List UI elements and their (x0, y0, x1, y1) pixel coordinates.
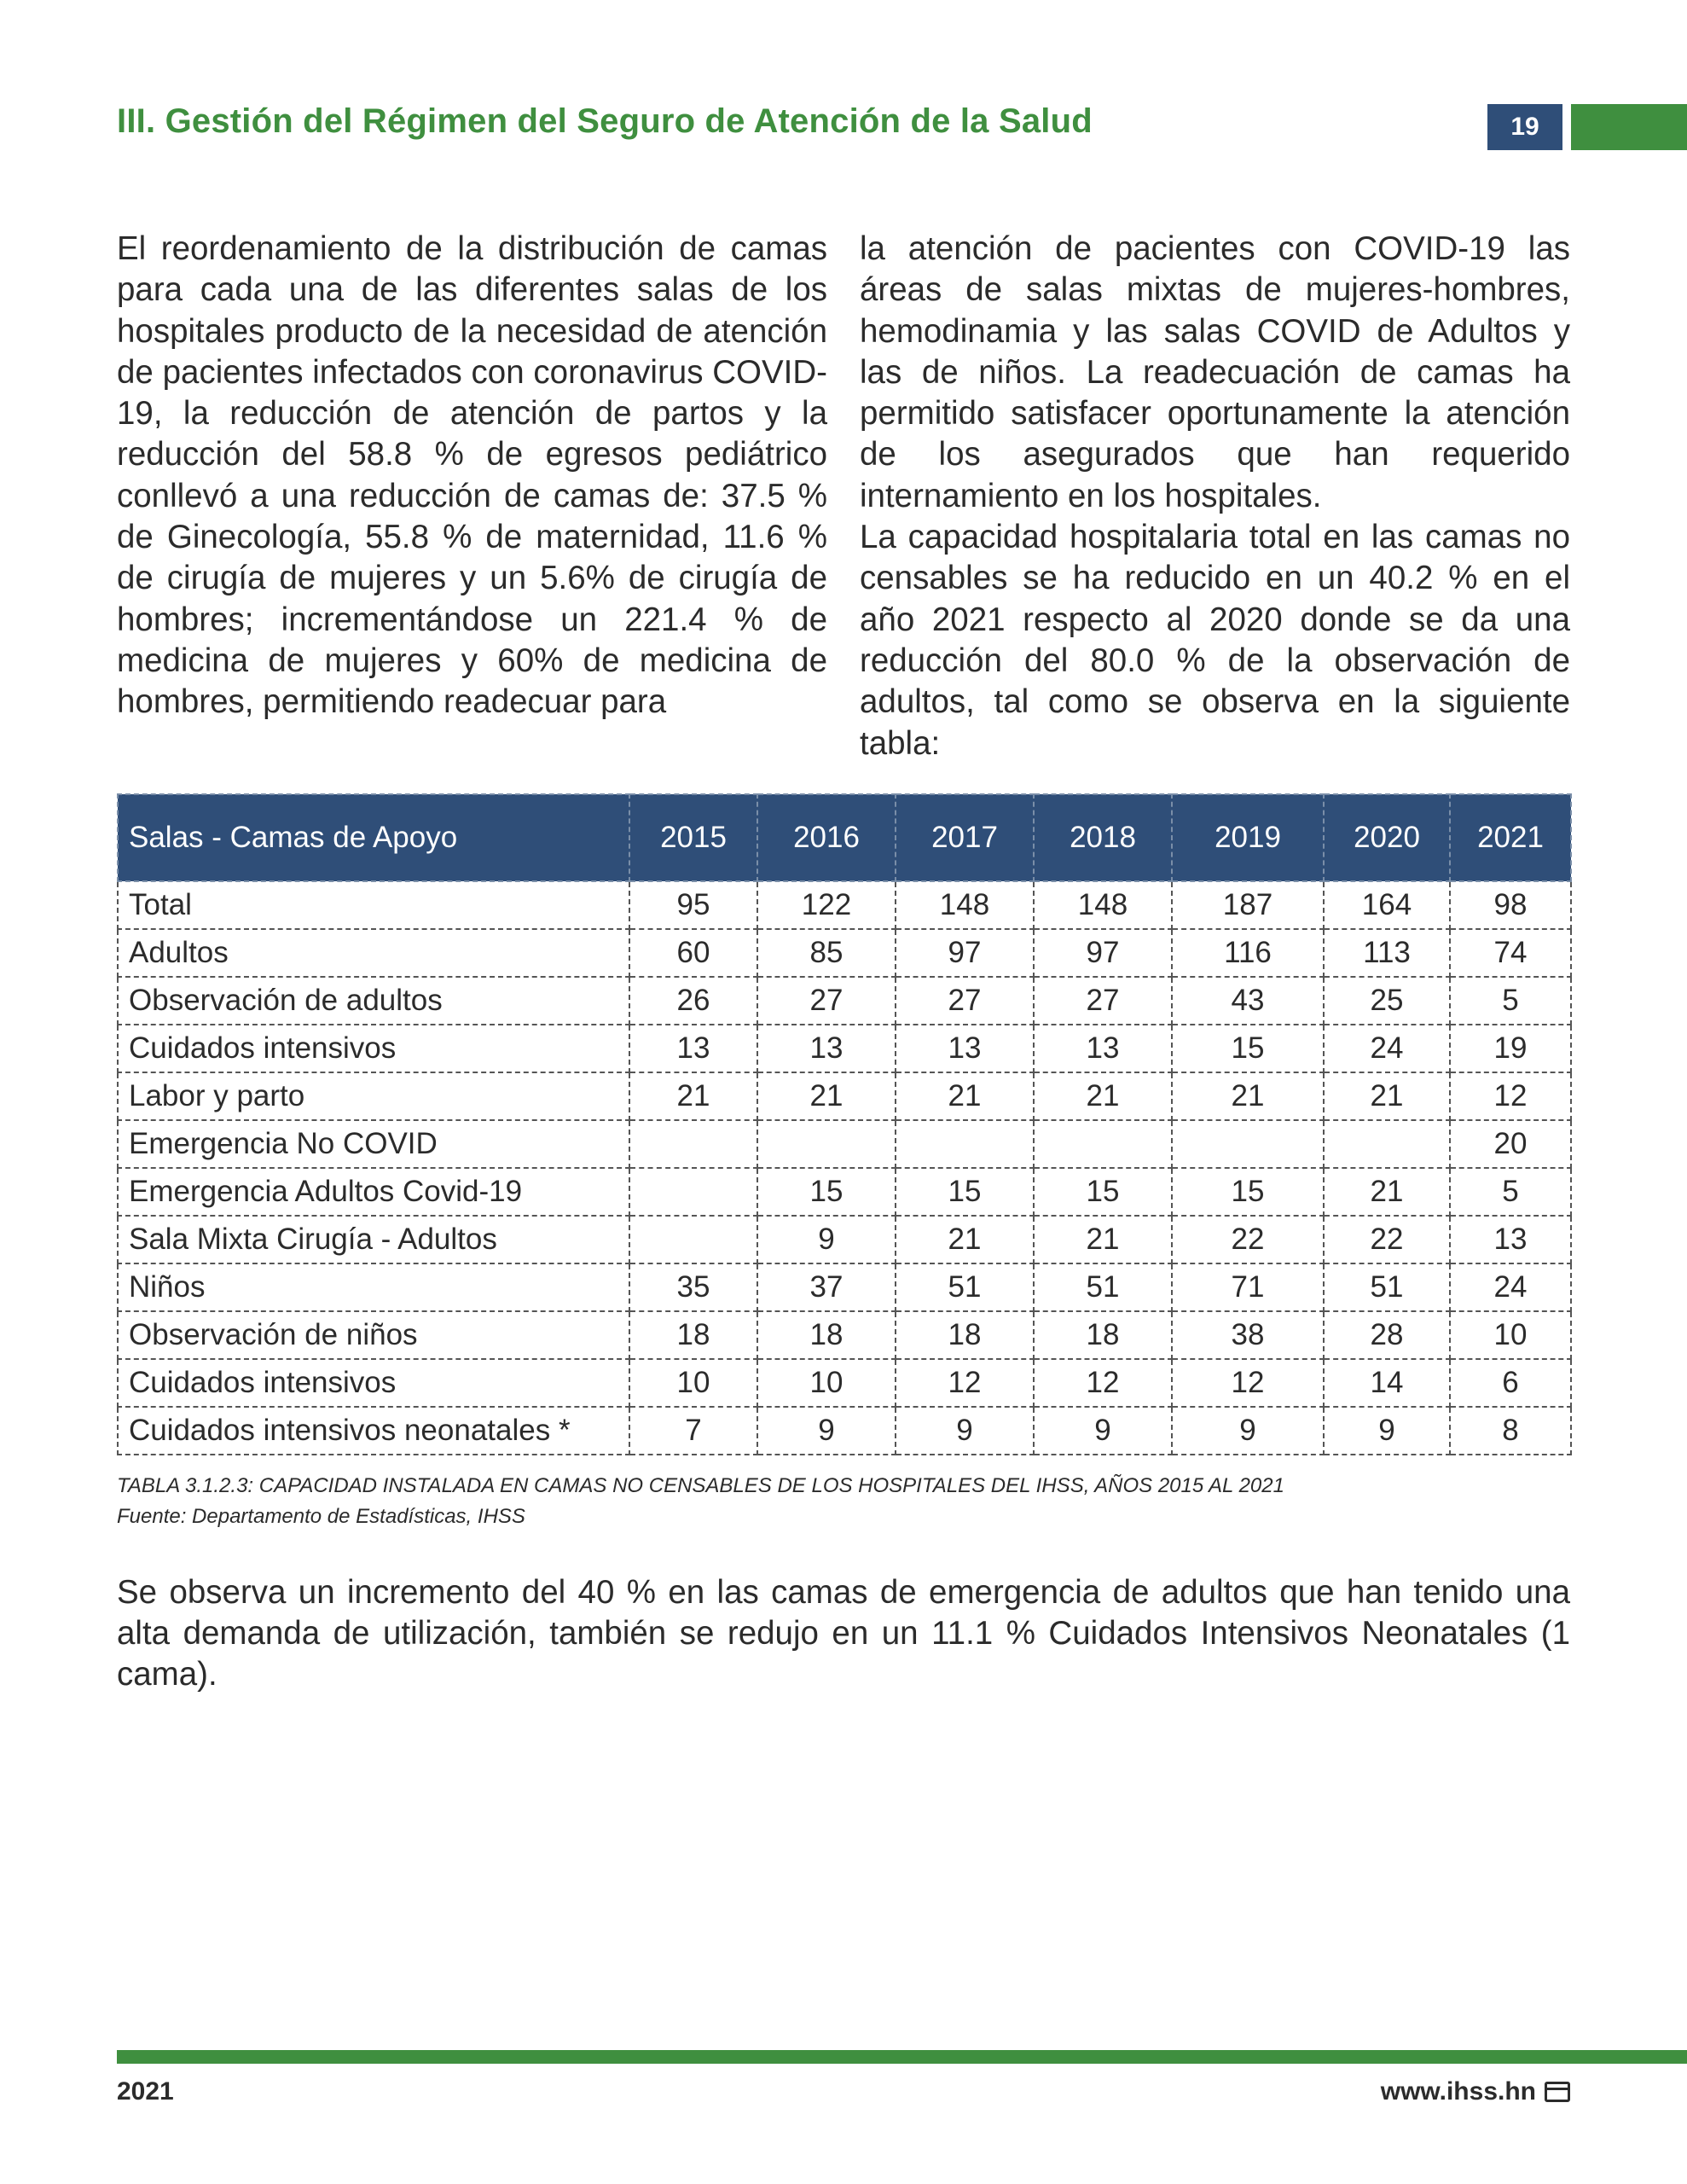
value-cell: 122 (757, 881, 896, 929)
value-cell: 12 (896, 1359, 1034, 1407)
value-cell (757, 1120, 896, 1168)
value-cell: 15 (1172, 1025, 1324, 1072)
value-cell: 38 (1172, 1311, 1324, 1359)
value-cell (1324, 1120, 1450, 1168)
closing-paragraph: Se observa un incremento del 40 % en las camas de emergencia de adultos que han tenido una alta demanda de utilización, también se redujo en un 11.1 % Cuidados Intensivos Neonatales (1 cama). (117, 1574, 1570, 1693)
row-label-cell: Cuidados intensivos (118, 1025, 629, 1072)
table-caption-block (117, 1471, 1570, 1532)
value-cell: 13 (1450, 1216, 1571, 1263)
value-cell: 10 (1450, 1311, 1571, 1359)
table-row (118, 1120, 1571, 1168)
value-cell: 8 (1450, 1407, 1571, 1455)
table-row (118, 1359, 1571, 1407)
value-cell: 7 (629, 1407, 757, 1455)
value-cell: 14 (1324, 1359, 1450, 1407)
value-cell: 60 (629, 929, 757, 977)
value-cell: 148 (1034, 881, 1172, 929)
value-cell: 51 (1034, 1263, 1172, 1311)
row-label-cell: Total (118, 881, 629, 929)
value-cell: 9 (1172, 1407, 1324, 1455)
header-cell-year: 2017 (896, 794, 1034, 881)
value-cell (629, 1120, 757, 1168)
value-cell: 35 (629, 1263, 757, 1311)
table-row (118, 1407, 1571, 1455)
value-cell: 15 (757, 1168, 896, 1216)
value-cell: 97 (1034, 929, 1172, 977)
value-cell: 10 (629, 1359, 757, 1407)
beds-capacity-table (117, 793, 1572, 1455)
table-row (118, 1311, 1571, 1359)
value-cell: 18 (896, 1311, 1034, 1359)
value-cell: 43 (1172, 977, 1324, 1025)
value-cell: 27 (1034, 977, 1172, 1025)
value-cell: 26 (629, 977, 757, 1025)
table-row (118, 929, 1571, 977)
value-cell: 12 (1172, 1359, 1324, 1407)
table-row (118, 977, 1571, 1025)
value-cell (1034, 1120, 1172, 1168)
value-cell: 51 (896, 1263, 1034, 1311)
value-cell: 18 (1034, 1311, 1172, 1359)
value-cell: 21 (896, 1216, 1034, 1263)
table-row (118, 1072, 1571, 1120)
value-cell: 164 (1324, 881, 1450, 929)
value-cell: 15 (896, 1168, 1034, 1216)
value-cell: 5 (1450, 1168, 1571, 1216)
value-cell: 12 (1450, 1072, 1571, 1120)
value-cell: 95 (629, 881, 757, 929)
value-cell: 21 (757, 1072, 896, 1120)
table-caption: TABLA 3.1.2.3: CAPACIDAD INSTALADA EN CAMAS NO CENSABLES DE LOS HOSPITALES DEL IHSS, AÑOS 2015 AL 2021 (117, 1474, 1284, 1497)
value-cell: 98 (1450, 881, 1571, 929)
table-body (118, 881, 1571, 1455)
row-label-cell: Observación de adultos (118, 977, 629, 1025)
value-cell: 148 (896, 881, 1034, 929)
row-label-cell: Adultos (118, 929, 629, 977)
intro-left-column (117, 229, 827, 723)
value-cell: 116 (1172, 929, 1324, 977)
value-cell: 18 (629, 1311, 757, 1359)
value-cell: 74 (1450, 929, 1571, 977)
value-cell (629, 1216, 757, 1263)
table-header (118, 794, 1571, 881)
value-cell: 21 (1324, 1168, 1450, 1216)
table-row (118, 1025, 1571, 1072)
value-cell: 24 (1324, 1025, 1450, 1072)
header-cell-year: 2020 (1324, 794, 1450, 881)
value-cell: 21 (1034, 1072, 1172, 1120)
header-cell-label: Salas - Camas de Apoyo (118, 794, 629, 881)
intro-right-column (860, 229, 1570, 764)
value-cell: 21 (1034, 1216, 1172, 1263)
intro-left-paragraph: El reordenamiento de la distribución de camas para cada una de las diferentes salas de los hospitales producto de la necesidad de atención de pacientes infectados con coronavirus COVID-19, la reducción de atención de partos y la reducción del 58.8 % de egresos pediátrico conllevó a una reducción de camas de: 37.5 % de Ginecología, 55.8 % de maternidad, 11.6 % de cirugía de mujeres y un 5.6% de cirugía de hombres; incrementándose un 221.4 % de medicina de mujeres y 60% de medicina de hombres, permitiendo readecuar para (117, 230, 827, 721)
footer-year: 2021 (117, 2077, 174, 2106)
header-accent-bar (1571, 104, 1687, 150)
value-cell (896, 1120, 1034, 1168)
value-cell: 22 (1324, 1216, 1450, 1263)
row-label-cell: Emergencia No COVID (118, 1120, 629, 1168)
footer-rule (117, 2050, 1687, 2064)
value-cell: 21 (1324, 1072, 1450, 1120)
table-row (118, 1263, 1571, 1311)
value-cell: 9 (757, 1216, 896, 1263)
value-cell: 51 (1324, 1263, 1450, 1311)
value-cell: 5 (1450, 977, 1571, 1025)
header-cell-year: 2021 (1450, 794, 1571, 881)
value-cell: 15 (1034, 1168, 1172, 1216)
row-label-cell: Sala Mixta Cirugía - Adultos (118, 1216, 629, 1263)
row-label-cell: Labor y parto (118, 1072, 629, 1120)
value-cell: 18 (757, 1311, 896, 1359)
row-label-cell: Observación de niños (118, 1311, 629, 1359)
value-cell: 25 (1324, 977, 1450, 1025)
header-cell-year: 2019 (1172, 794, 1324, 881)
page-number-badge: 19 (1487, 104, 1562, 150)
value-cell: 9 (1034, 1407, 1172, 1455)
value-cell: 187 (1172, 881, 1324, 929)
row-label-cell: Emergencia Adultos Covid-19 (118, 1168, 629, 1216)
browser-window-icon (1545, 2082, 1570, 2102)
value-cell (1172, 1120, 1324, 1168)
value-cell: 9 (896, 1407, 1034, 1455)
header-cell-year: 2018 (1034, 794, 1172, 881)
row-label-cell: Cuidados intensivos (118, 1359, 629, 1407)
table-source: Fuente: Departamento de Estadísticas, IHSS (117, 1505, 525, 1528)
value-cell: 6 (1450, 1359, 1571, 1407)
value-cell: 27 (896, 977, 1034, 1025)
table-header-row (118, 794, 1571, 881)
value-cell: 28 (1324, 1311, 1450, 1359)
value-cell: 13 (1034, 1025, 1172, 1072)
value-cell: 22 (1172, 1216, 1324, 1263)
table-row (118, 1216, 1571, 1263)
footer-url-text[interactable]: www.ihss.hn (1380, 2077, 1536, 2106)
value-cell: 27 (757, 977, 896, 1025)
value-cell: 97 (896, 929, 1034, 977)
value-cell: 15 (1172, 1168, 1324, 1216)
value-cell: 85 (757, 929, 896, 977)
value-cell: 12 (1034, 1359, 1172, 1407)
table-row (118, 1168, 1571, 1216)
intro-right-paragraph-2: La capacidad hospitalaria total en las camas no censables se ha reducido en un 40.2 % en el año 2021 respecto al 2020 donde se da una reducción del 80.0 % de la observación de adultos, tal como se observa en la siguiente tabla: (860, 519, 1570, 762)
row-label-cell: Niños (118, 1263, 629, 1311)
row-label-cell: Cuidados intensivos neonatales * (118, 1407, 629, 1455)
value-cell: 21 (1172, 1072, 1324, 1120)
value-cell (629, 1168, 757, 1216)
value-cell: 20 (1450, 1120, 1571, 1168)
section-title: III. Gestión del Régimen del Seguro de Atención de la Salud (117, 102, 1093, 140)
value-cell: 113 (1324, 929, 1450, 977)
intro-right-paragraph-1: la atención de pacientes con COVID-19 las áreas de salas mixtas de mujeres-hombres, hemodinamia y las salas COVID de Adultos y las de niños. La readecuación de camas ha permitido satisfacer oportunamente la atención de los asegurados que han requerido internamiento en los hospitales. (860, 230, 1570, 514)
table-row (118, 881, 1571, 929)
value-cell: 13 (757, 1025, 896, 1072)
value-cell: 71 (1172, 1263, 1324, 1311)
value-cell: 24 (1450, 1263, 1571, 1311)
value-cell: 21 (896, 1072, 1034, 1120)
header-cell-year: 2016 (757, 794, 896, 881)
value-cell: 37 (757, 1263, 896, 1311)
footer-link[interactable] (1381, 2077, 1570, 2106)
value-cell: 9 (757, 1407, 896, 1455)
value-cell: 10 (757, 1359, 896, 1407)
header-cell-year: 2015 (629, 794, 757, 881)
value-cell: 9 (1324, 1407, 1450, 1455)
value-cell: 21 (629, 1072, 757, 1120)
value-cell: 13 (629, 1025, 757, 1072)
value-cell: 19 (1450, 1025, 1571, 1072)
value-cell: 13 (896, 1025, 1034, 1072)
